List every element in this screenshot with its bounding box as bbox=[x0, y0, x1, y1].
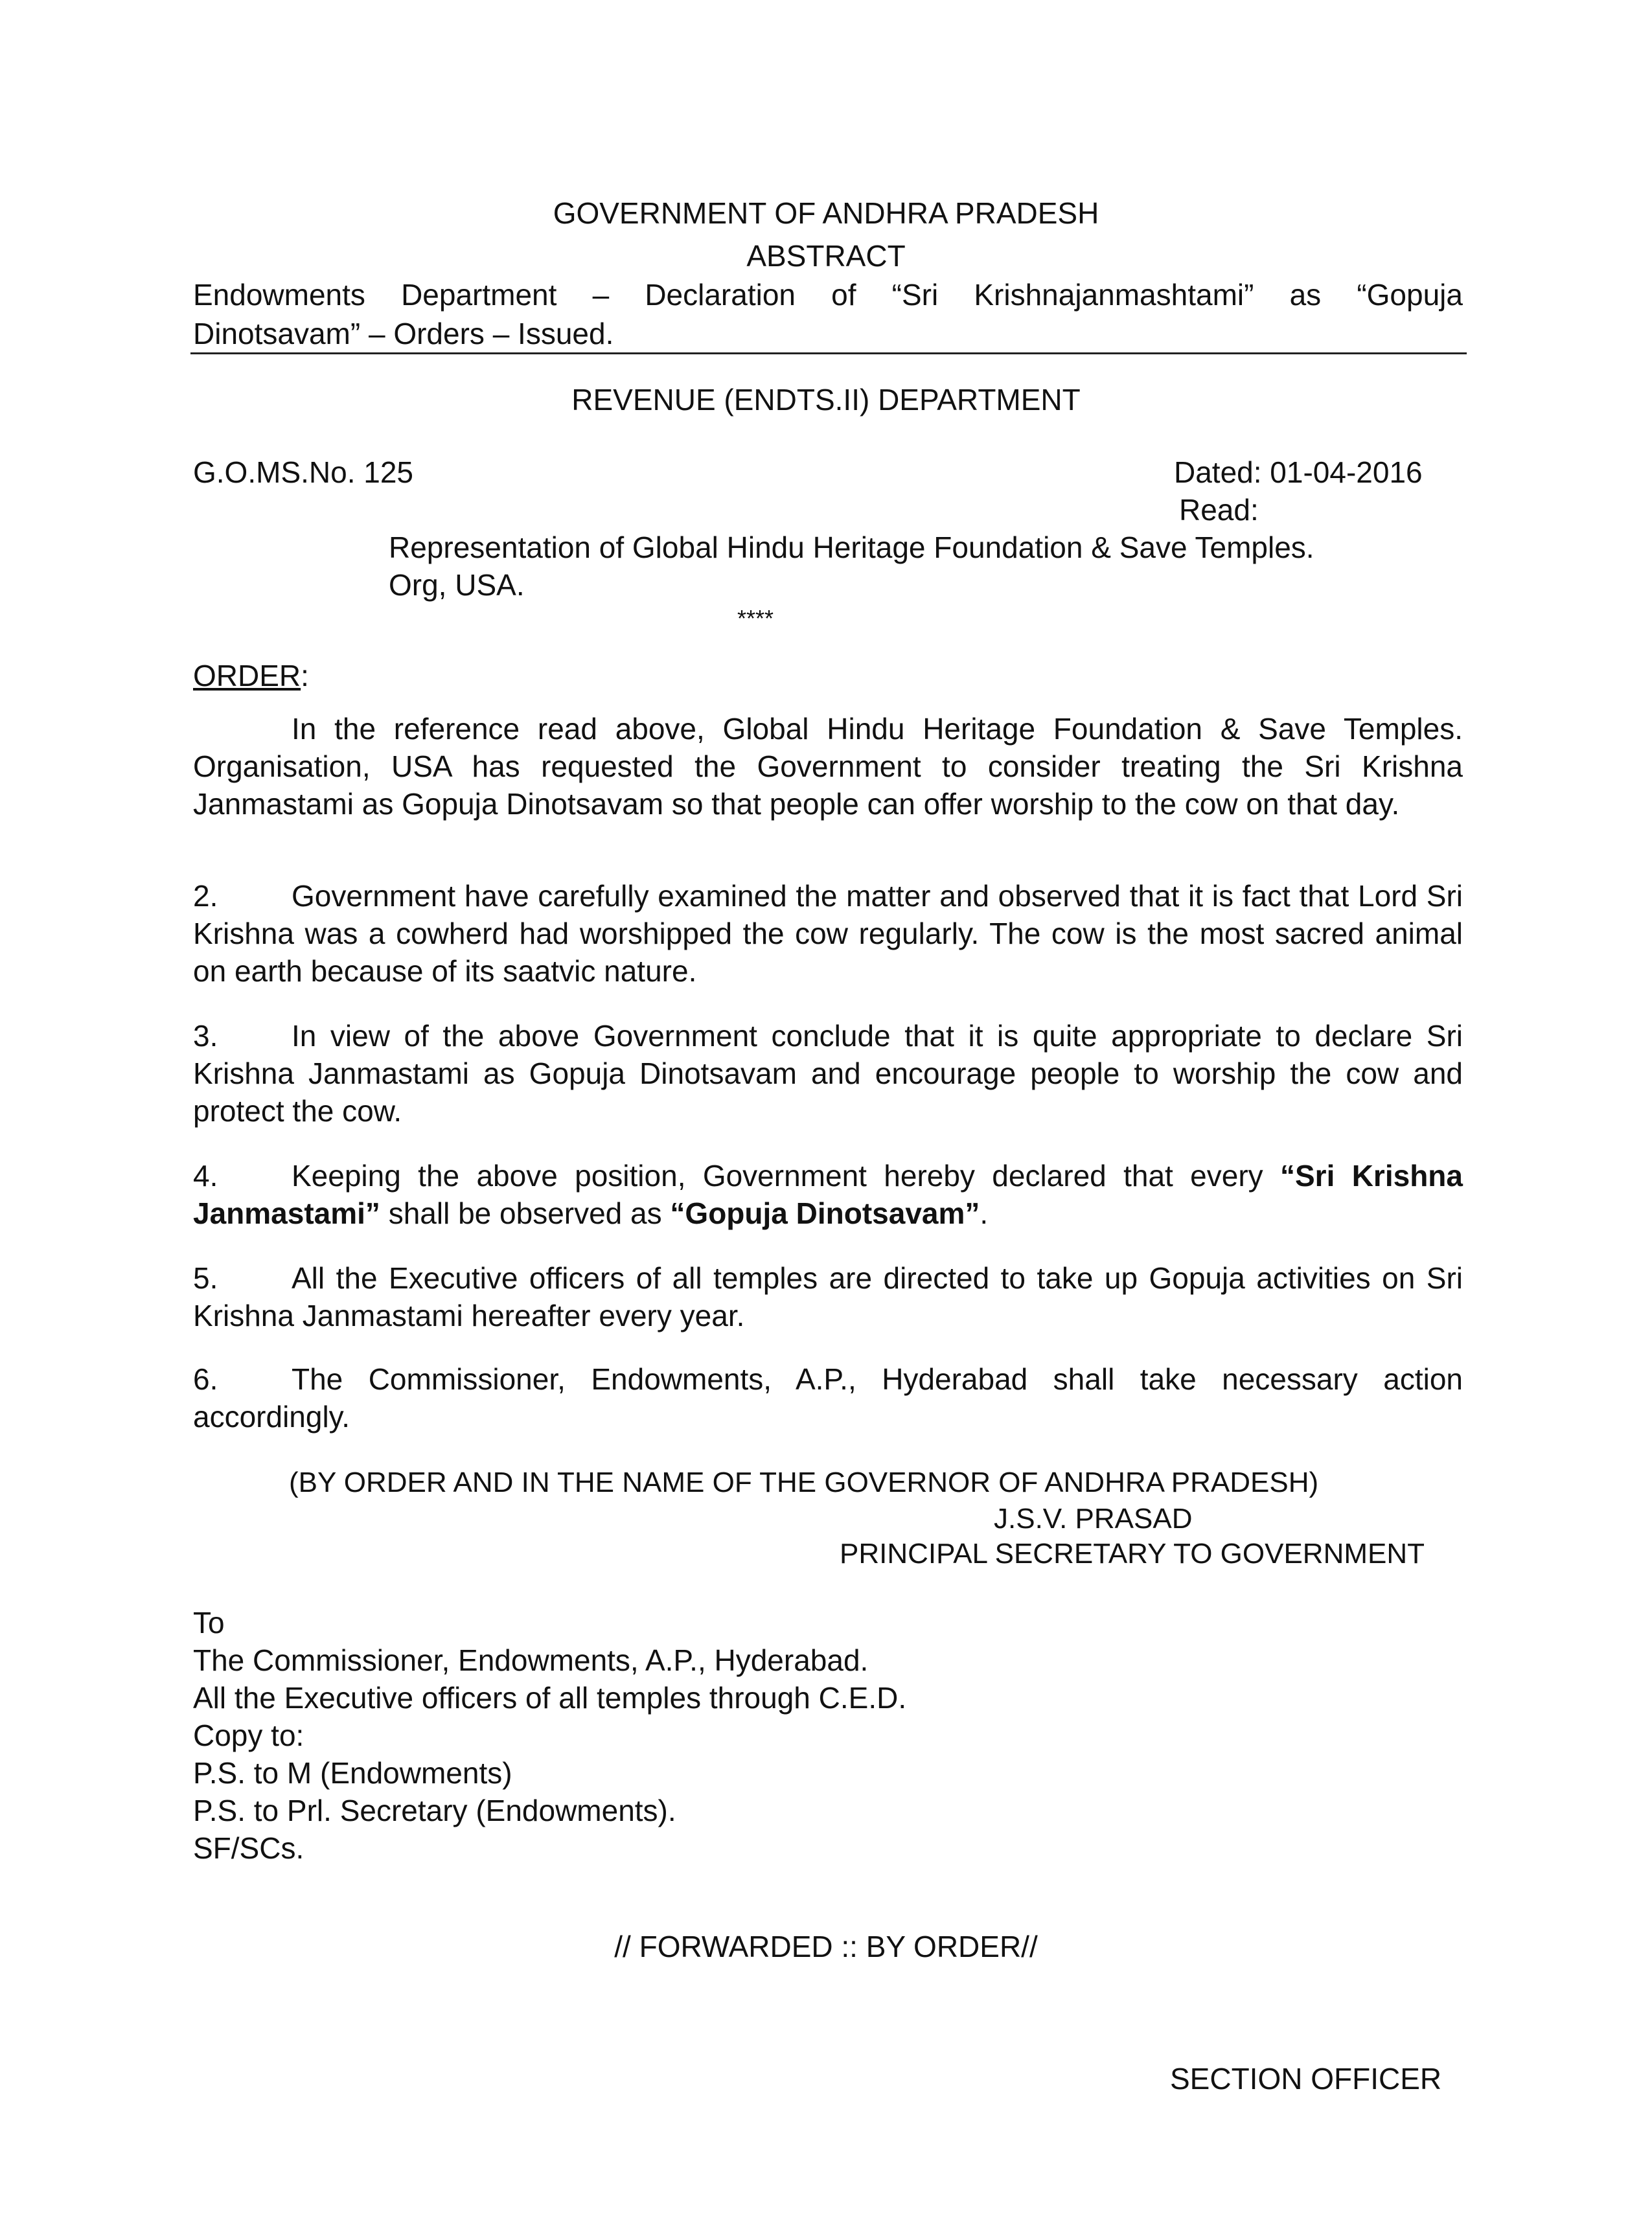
by-order-line: (BY ORDER AND IN THE NAME OF THE GOVERNOR OF ANDHRA PRADESH) bbox=[289, 1467, 1319, 1498]
subject-line-1: Endowments Department – Declaration of “Sri Krishnajanmashtami” as “Gopuja bbox=[193, 278, 1463, 312]
department-heading: REVENUE (ENDTS.II) DEPARTMENT bbox=[571, 383, 1081, 417]
paragraph-5: 5. All the Executive officers of all temples are directed to take up Gopuja activities on Sri Krishna Janmastami hereafter every year. bbox=[193, 1261, 1463, 1332]
recipient-2: All the Executive officers of all temples through C.E.D. bbox=[193, 1681, 907, 1715]
copy-recipient-3: SF/SCs. bbox=[193, 1831, 304, 1865]
section-officer: SECTION OFFICER bbox=[1170, 2062, 1442, 2096]
paragraph-2: 2. Government have carefully examined the matter and observed that it is fact that Lord Sri Krishna was a cowherd had worshipped the cow regularly. The cow is the most sacred animal on earth because of its saatvic nature. bbox=[193, 879, 1463, 988]
signatory-name: J.S.V. PRASAD bbox=[994, 1503, 1193, 1535]
read-label: Read: bbox=[1179, 493, 1259, 527]
reference-line-2: Org, USA. bbox=[389, 568, 525, 602]
subject-line-2: Dinotsavam” – Orders – Issued. bbox=[193, 317, 614, 350]
copy-recipient-1: P.S. to M (Endowments) bbox=[193, 1756, 512, 1790]
paragraph-3: 3. In view of the above Government conclude that it is quite appropriate to declare Sri Krishna Janmastami as Gopuja Dinotsavam and encourage people to worship the cow and protect the cow. bbox=[193, 1019, 1463, 1128]
order-date: Dated: 01-04-2016 bbox=[1174, 455, 1423, 489]
forwarded-line: // FORWARDED :: BY ORDER// bbox=[614, 1930, 1038, 1963]
to-label: To bbox=[193, 1606, 225, 1640]
header-rule bbox=[190, 352, 1467, 354]
go-number: G.O.MS.No. 125 bbox=[193, 455, 414, 489]
abstract-heading: ABSTRACT bbox=[746, 239, 906, 273]
copy-to-label: Copy to: bbox=[193, 1719, 304, 1752]
paragraph-1: In the reference read above, Global Hindu Heritage Foundation & Save Temples. Organisation, USA has requested the Government to consider treating the Sri Krishna Janmastami as Gopuja Dinotsavam so that people can offer worship to the cow on that day. bbox=[193, 712, 1463, 821]
order-heading: ORDER: bbox=[193, 659, 309, 692]
recipient-1: The Commissioner, Endowments, A.P., Hyderabad. bbox=[193, 1643, 869, 1677]
copy-recipient-2: P.S. to Prl. Secretary (Endowments). bbox=[193, 1794, 676, 1827]
govt-title: GOVERNMENT OF ANDHRA PRADESH bbox=[553, 196, 1099, 230]
paragraph-4: 4. Keeping the above position, Government hereby declared that every “Sri Krishna Janmastami” shall be observed as “Gopuja Dinotsavam”. bbox=[193, 1159, 1463, 1230]
signatory-designation: PRINCIPAL SECRETARY TO GOVERNMENT bbox=[840, 1538, 1425, 1570]
separator-stars: **** bbox=[737, 605, 774, 632]
reference-line-1: Representation of Global Hindu Heritage Foundation & Save Temples. bbox=[389, 531, 1314, 564]
paragraph-6: 6. The Commissioner, Endowments, A.P., Hyderabad shall take necessary action accordingly. bbox=[193, 1362, 1463, 1434]
